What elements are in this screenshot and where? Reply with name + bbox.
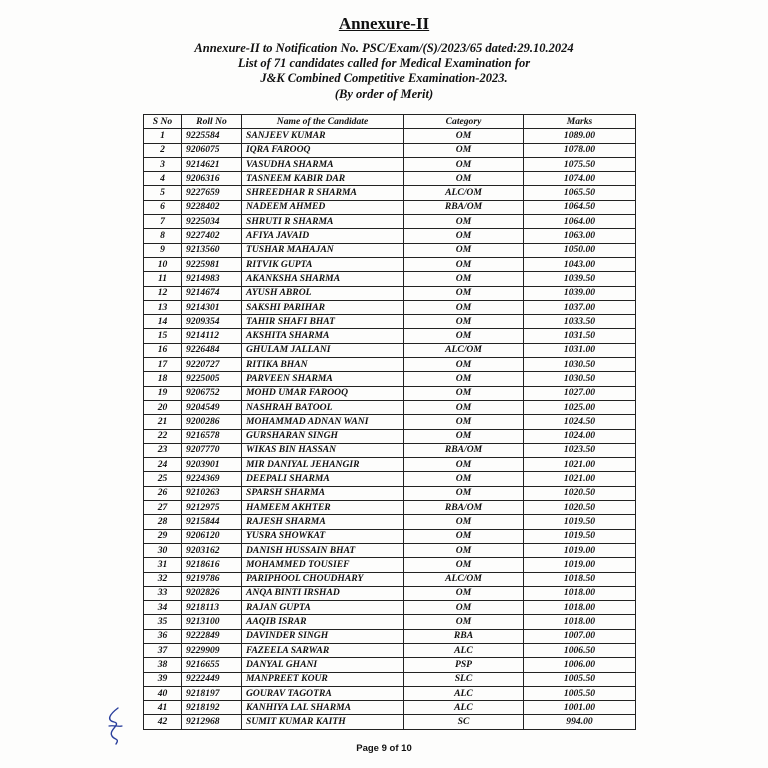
row-candidate-name: PARVEEN SHARMA <box>242 372 404 386</box>
row-candidate-name: ANQA BINTI IRSHAD <box>242 586 404 600</box>
table-row <box>144 586 636 600</box>
row-marks: 1007.00 <box>524 629 636 643</box>
row-roll-no: 9228402 <box>182 200 242 214</box>
table-row <box>144 172 636 186</box>
row-marks: 1024.50 <box>524 415 636 429</box>
row-category: OM <box>404 558 524 572</box>
row-candidate-name: IQRA FAROOQ <box>242 143 404 157</box>
row-category: OM <box>404 215 524 229</box>
row-category: ALC/OM <box>404 343 524 357</box>
row-category: OM <box>404 257 524 271</box>
row-candidate-name: KANHIYA LAL SHARMA <box>242 701 404 715</box>
row-marks: 1050.00 <box>524 243 636 257</box>
row-category: OM <box>404 415 524 429</box>
row-category: OM <box>404 300 524 314</box>
row-category: RBA/OM <box>404 443 524 457</box>
merit-list-table <box>143 114 636 730</box>
row-category: PSP <box>404 658 524 672</box>
row-category: OM <box>404 229 524 243</box>
row-sno: 17 <box>144 358 182 372</box>
row-sno: 29 <box>144 529 182 543</box>
header-marks: Marks <box>524 115 636 129</box>
exam-name-line: J&K Combined Competitive Examination-2023. <box>260 71 508 85</box>
row-sno: 1 <box>144 129 182 143</box>
row-roll-no: 9210263 <box>182 486 242 500</box>
table-row <box>144 443 636 457</box>
row-sno: 21 <box>144 415 182 429</box>
row-marks: 1039.00 <box>524 286 636 300</box>
row-marks: 1027.00 <box>524 386 636 400</box>
row-roll-no: 9214621 <box>182 157 242 171</box>
row-sno: 9 <box>144 243 182 257</box>
row-sno: 13 <box>144 300 182 314</box>
row-category: SLC <box>404 672 524 686</box>
row-category: OM <box>404 329 524 343</box>
row-sno: 5 <box>144 186 182 200</box>
row-marks: 1019.50 <box>524 529 636 543</box>
row-candidate-name: TASNEEM KABIR DAR <box>242 172 404 186</box>
row-marks: 1024.00 <box>524 429 636 443</box>
row-sno: 4 <box>144 172 182 186</box>
table-row <box>144 200 636 214</box>
row-candidate-name: HAMEEM AKHTER <box>242 501 404 515</box>
row-sno: 34 <box>144 601 182 615</box>
row-roll-no: 9212968 <box>182 715 242 729</box>
row-candidate-name: AAQIB ISRAR <box>242 615 404 629</box>
row-marks: 1020.50 <box>524 486 636 500</box>
row-roll-no: 9213560 <box>182 243 242 257</box>
total-pages: 10 <box>401 743 412 754</box>
row-roll-no: 9209354 <box>182 315 242 329</box>
row-sno: 37 <box>144 643 182 657</box>
row-roll-no: 9216655 <box>182 658 242 672</box>
row-sno: 2 <box>144 143 182 157</box>
row-roll-no: 9214301 <box>182 300 242 314</box>
row-marks: 1001.00 <box>524 701 636 715</box>
table-row <box>144 358 636 372</box>
header-sno: S No <box>144 115 182 129</box>
table-row <box>144 643 636 657</box>
row-roll-no: 9215844 <box>182 515 242 529</box>
merit-order-line: (By order of Merit) <box>334 87 434 101</box>
row-candidate-name: GHULAM JALLANI <box>242 343 404 357</box>
table-row <box>144 486 636 500</box>
table-row <box>144 243 636 257</box>
row-candidate-name: SUMIT KUMAR KAITH <box>242 715 404 729</box>
table-row <box>144 400 636 414</box>
table-row <box>144 315 636 329</box>
row-candidate-name: DANISH HUSSAIN BHAT <box>242 543 404 557</box>
row-roll-no: 9219786 <box>182 572 242 586</box>
row-sno: 12 <box>144 286 182 300</box>
row-roll-no: 9226484 <box>182 343 242 357</box>
row-candidate-name: NADEEM AHMED <box>242 200 404 214</box>
table-row <box>144 272 636 286</box>
row-candidate-name: MOHAMMED TOUSIEF <box>242 558 404 572</box>
row-roll-no: 9218616 <box>182 558 242 572</box>
row-category: OM <box>404 515 524 529</box>
current-page: 9 <box>381 743 387 754</box>
row-roll-no: 9206316 <box>182 172 242 186</box>
row-marks: 1031.50 <box>524 329 636 343</box>
row-marks: 1005.50 <box>524 686 636 700</box>
row-marks: 1037.00 <box>524 300 636 314</box>
row-sno: 3 <box>144 157 182 171</box>
row-roll-no: 9213100 <box>182 615 242 629</box>
row-category: RBA/OM <box>404 501 524 515</box>
row-sno: 10 <box>144 257 182 271</box>
row-roll-no: 9220727 <box>182 358 242 372</box>
row-sno: 42 <box>144 715 182 729</box>
row-candidate-name: RAJESH SHARMA <box>242 515 404 529</box>
row-category: OM <box>404 386 524 400</box>
row-category: OM <box>404 129 524 143</box>
table-row <box>144 300 636 314</box>
table-row <box>144 458 636 472</box>
page-separator: of <box>386 743 402 754</box>
page-title: Annexure-II <box>338 14 430 33</box>
row-category: RBA/OM <box>404 200 524 214</box>
row-marks: 1033.50 <box>524 315 636 329</box>
row-marks: 994.00 <box>524 715 636 729</box>
row-candidate-name: MOHAMMAD ADNAN WANI <box>242 415 404 429</box>
row-candidate-name: SHRUTI R SHARMA <box>242 215 404 229</box>
row-category: OM <box>404 429 524 443</box>
row-candidate-name: NASHRAH BATOOL <box>242 400 404 414</box>
header-roll-no: Roll No <box>182 115 242 129</box>
row-marks: 1019.00 <box>524 543 636 557</box>
row-marks: 1006.50 <box>524 643 636 657</box>
row-category: ALC <box>404 686 524 700</box>
row-candidate-name: SANJEEV KUMAR <box>242 129 404 143</box>
row-candidate-name: TAHIR SHAFI BHAT <box>242 315 404 329</box>
row-candidate-name: AFIYA JAVAID <box>242 229 404 243</box>
row-candidate-name: RITIKA BHAN <box>242 358 404 372</box>
row-sno: 27 <box>144 501 182 515</box>
table-row <box>144 629 636 643</box>
row-candidate-name: GOURAV TAGOTRA <box>242 686 404 700</box>
row-marks: 1020.50 <box>524 501 636 515</box>
row-category: OM <box>404 472 524 486</box>
row-category: OM <box>404 172 524 186</box>
row-roll-no: 9225981 <box>182 257 242 271</box>
row-sno: 38 <box>144 658 182 672</box>
row-roll-no: 9214674 <box>182 286 242 300</box>
table-row <box>144 415 636 429</box>
row-marks: 1006.00 <box>524 658 636 672</box>
table-row <box>144 543 636 557</box>
row-roll-no: 9206752 <box>182 386 242 400</box>
row-candidate-name: FAZEELA SARWAR <box>242 643 404 657</box>
table-row <box>144 615 636 629</box>
row-roll-no: 9204549 <box>182 400 242 414</box>
row-candidate-name: DANYAL GHANI <box>242 658 404 672</box>
header-candidate-name: Name of the Candidate <box>242 115 404 129</box>
row-marks: 1063.00 <box>524 229 636 243</box>
row-roll-no: 9229909 <box>182 643 242 657</box>
row-sno: 16 <box>144 343 182 357</box>
page-prefix: Page <box>356 743 382 754</box>
row-candidate-name: DEEPALI SHARMA <box>242 472 404 486</box>
row-category: SC <box>404 715 524 729</box>
table-row <box>144 215 636 229</box>
row-category: OM <box>404 157 524 171</box>
row-category: OM <box>404 372 524 386</box>
row-candidate-name: AYUSH ABROL <box>242 286 404 300</box>
row-sno: 15 <box>144 329 182 343</box>
row-sno: 26 <box>144 486 182 500</box>
row-roll-no: 9214983 <box>182 272 242 286</box>
row-marks: 1089.00 <box>524 129 636 143</box>
row-roll-no: 9206075 <box>182 143 242 157</box>
row-sno: 28 <box>144 515 182 529</box>
table-row <box>144 686 636 700</box>
table-row <box>144 386 636 400</box>
table-row <box>144 701 636 715</box>
row-sno: 20 <box>144 400 182 414</box>
row-candidate-name: SAKSHI PARIHAR <box>242 300 404 314</box>
row-candidate-name: PARIPHOOL CHOUDHARY <box>242 572 404 586</box>
row-roll-no: 9218197 <box>182 686 242 700</box>
row-marks: 1030.50 <box>524 372 636 386</box>
row-category: OM <box>404 243 524 257</box>
table-row <box>144 129 636 143</box>
row-category: OM <box>404 400 524 414</box>
row-sno: 36 <box>144 629 182 643</box>
row-marks: 1043.00 <box>524 257 636 271</box>
table-row <box>144 257 636 271</box>
row-candidate-name: VASUDHA SHARMA <box>242 157 404 171</box>
row-roll-no: 9227402 <box>182 229 242 243</box>
row-marks: 1078.00 <box>524 143 636 157</box>
row-roll-no: 9225034 <box>182 215 242 229</box>
row-roll-no: 9203901 <box>182 458 242 472</box>
row-marks: 1019.00 <box>524 558 636 572</box>
row-candidate-name: RITVIK GUPTA <box>242 257 404 271</box>
row-roll-no: 9224369 <box>182 472 242 486</box>
row-candidate-name: MIR DANIYAL JEHANGIR <box>242 458 404 472</box>
row-category: OM <box>404 486 524 500</box>
row-category: OM <box>404 315 524 329</box>
row-marks: 1021.00 <box>524 458 636 472</box>
row-sno: 11 <box>144 272 182 286</box>
signature-mark <box>100 706 130 746</box>
row-roll-no: 9218113 <box>182 601 242 615</box>
row-marks: 1018.00 <box>524 586 636 600</box>
row-candidate-name: MANPREET KOUR <box>242 672 404 686</box>
row-sno: 39 <box>144 672 182 686</box>
table-row <box>144 601 636 615</box>
table-row <box>144 472 636 486</box>
row-sno: 24 <box>144 458 182 472</box>
row-sno: 23 <box>144 443 182 457</box>
row-sno: 22 <box>144 429 182 443</box>
row-roll-no: 9222849 <box>182 629 242 643</box>
row-sno: 41 <box>144 701 182 715</box>
row-marks: 1025.00 <box>524 400 636 414</box>
table-row <box>144 286 636 300</box>
table-row <box>144 658 636 672</box>
table-row <box>144 501 636 515</box>
row-roll-no: 9203162 <box>182 543 242 557</box>
row-marks: 1074.00 <box>524 172 636 186</box>
row-candidate-name: TUSHAR MAHAJAN <box>242 243 404 257</box>
table-row <box>144 515 636 529</box>
row-sno: 32 <box>144 572 182 586</box>
table-row <box>144 186 636 200</box>
row-category: ALC/OM <box>404 186 524 200</box>
row-roll-no: 9222449 <box>182 672 242 686</box>
table-row <box>144 343 636 357</box>
row-category: OM <box>404 272 524 286</box>
row-roll-no: 9214112 <box>182 329 242 343</box>
row-candidate-name: SHREEDHAR R SHARMA <box>242 186 404 200</box>
row-sno: 7 <box>144 215 182 229</box>
row-candidate-name: AKANKSHA SHARMA <box>242 272 404 286</box>
row-category: ALC <box>404 643 524 657</box>
row-marks: 1075.50 <box>524 157 636 171</box>
row-sno: 31 <box>144 558 182 572</box>
row-sno: 35 <box>144 615 182 629</box>
table-row <box>144 529 636 543</box>
row-roll-no: 9216578 <box>182 429 242 443</box>
row-marks: 1005.50 <box>524 672 636 686</box>
row-category: OM <box>404 615 524 629</box>
row-sno: 30 <box>144 543 182 557</box>
row-category: OM <box>404 601 524 615</box>
row-sno: 8 <box>144 229 182 243</box>
row-category: ALC/OM <box>404 572 524 586</box>
row-category: OM <box>404 586 524 600</box>
row-candidate-name: SPARSH SHARMA <box>242 486 404 500</box>
list-description-line: List of 71 candidates called for Medical Examination for <box>237 56 531 70</box>
row-marks: 1031.00 <box>524 343 636 357</box>
table-row <box>144 143 636 157</box>
row-category: OM <box>404 458 524 472</box>
row-sno: 18 <box>144 372 182 386</box>
row-roll-no: 9227659 <box>182 186 242 200</box>
table-row <box>144 372 636 386</box>
row-candidate-name: MOHD UMAR FAROOQ <box>242 386 404 400</box>
row-marks: 1065.50 <box>524 186 636 200</box>
row-sno: 19 <box>144 386 182 400</box>
table-row <box>144 572 636 586</box>
page-number <box>0 743 768 754</box>
table-header-row <box>144 115 636 129</box>
row-category: OM <box>404 143 524 157</box>
row-candidate-name: RAJAN GUPTA <box>242 601 404 615</box>
row-roll-no: 9206120 <box>182 529 242 543</box>
row-marks: 1018.50 <box>524 572 636 586</box>
row-marks: 1039.50 <box>524 272 636 286</box>
row-roll-no: 9225005 <box>182 372 242 386</box>
row-candidate-name: GURSHARAN SINGH <box>242 429 404 443</box>
row-roll-no: 9200286 <box>182 415 242 429</box>
table-row <box>144 157 636 171</box>
row-category: RBA <box>404 629 524 643</box>
row-category: OM <box>404 529 524 543</box>
row-sno: 40 <box>144 686 182 700</box>
row-sno: 25 <box>144 472 182 486</box>
notification-line: Annexure-II to Notification No. PSC/Exam/(S)/2023/65 dated:29.10.2024 <box>194 41 574 55</box>
row-category: OM <box>404 358 524 372</box>
table-body <box>144 129 636 729</box>
row-marks: 1019.50 <box>524 515 636 529</box>
row-marks: 1018.00 <box>524 615 636 629</box>
row-candidate-name: DAVINDER SINGH <box>242 629 404 643</box>
row-category: ALC <box>404 701 524 715</box>
row-sno: 33 <box>144 586 182 600</box>
table-row <box>144 329 636 343</box>
table-row <box>144 229 636 243</box>
table-row <box>144 558 636 572</box>
row-category: OM <box>404 543 524 557</box>
row-roll-no: 9212975 <box>182 501 242 515</box>
row-roll-no: 9225584 <box>182 129 242 143</box>
header-category: Category <box>404 115 524 129</box>
row-sno: 14 <box>144 315 182 329</box>
table-row <box>144 672 636 686</box>
row-roll-no: 9218192 <box>182 701 242 715</box>
row-sno: 6 <box>144 200 182 214</box>
row-marks: 1064.00 <box>524 215 636 229</box>
row-marks: 1064.50 <box>524 200 636 214</box>
row-marks: 1030.50 <box>524 358 636 372</box>
row-roll-no: 9207770 <box>182 443 242 457</box>
row-candidate-name: WIKAS BIN HASSAN <box>242 443 404 457</box>
row-candidate-name: YUSRA SHOWKAT <box>242 529 404 543</box>
row-roll-no: 9202826 <box>182 586 242 600</box>
row-marks: 1018.00 <box>524 601 636 615</box>
row-candidate-name: AKSHITA SHARMA <box>242 329 404 343</box>
table-row <box>144 715 636 729</box>
table-row <box>144 429 636 443</box>
row-category: OM <box>404 286 524 300</box>
row-marks: 1023.50 <box>524 443 636 457</box>
row-marks: 1021.00 <box>524 472 636 486</box>
